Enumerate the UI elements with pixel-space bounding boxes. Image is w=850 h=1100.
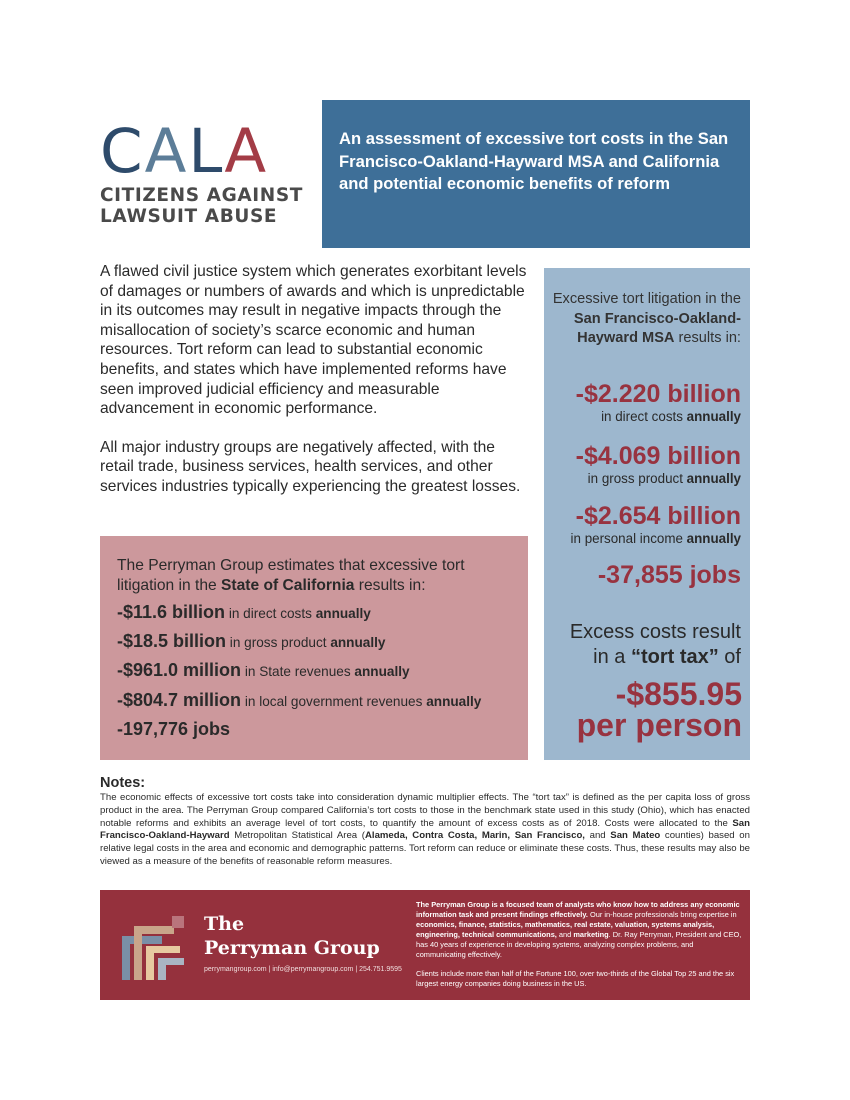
per-person-value: -$855.95 [615,676,742,712]
brand-line-2: Perryman Group [204,937,380,959]
state-stat-qualifier: annually [426,693,482,709]
state-stat-qualifier: annually [315,606,371,621]
msa-stat-value: -37,855 jobs [597,561,741,589]
state-stat-desc: in State revenues [241,664,355,680]
logo-line-2: LAWSUIT ABUSE [100,206,278,227]
state-stat-desc: in gross product [226,635,331,651]
intro-paragraph-1: A flawed civil justice system which generates exorbitant levels of damages or numbers of awards and which is unpredictable in its outcomes may result in negative impacts through the misallocation of society’s scarce economic and human resources. Tort reform can lead to substantial economic benefits, and states which have implemented reforms have seen improved judicial efficiency and measurable advancement in economic performance. [100,263,527,418]
notes-text: counties) based on relative legal costs in the area and economic and demographic patterns. Tort reform can reduce or eliminate these costs. Thus, these results may also be viewed as a measure of the benefits of reasonable reform measures. [100,830,750,867]
msa-stat [576,442,741,487]
msa-intro-bold: San Francisco-Oakland-Hayward MSA [573,310,741,346]
state-stat-value: -$18.5 billion [117,631,227,652]
msa-stat-value: -$4.069 billion [575,442,741,470]
state-stat-value: -$961.0 million [117,660,242,681]
state-stat-row [117,690,527,719]
state-lead-bold: State of California [221,577,355,594]
logo-letter-a1: A [144,116,189,187]
notes-bold: San Mateo [610,830,661,842]
perryman-logo-icon [120,914,188,982]
state-stat-qualifier: annually [354,664,410,680]
state-results-box [100,536,528,760]
state-stat-value: -$804.7 million [117,689,242,710]
desc-bold: economics, finance, statistics, mathematics, real estate, valuation, systems analysis, engineering, technical communications, [416,920,715,939]
state-stat-row [117,660,527,689]
desc-text: . Dr. Ray Perryman, President and CEO, has 40 years of experience in developing systems, analyzing complex problems, and communicating effectively. [416,930,742,959]
notes-bold: San Francisco-Oakland-Hayward [100,817,750,842]
contact-info: perrymangroup.com | info@perrymangroup.com | 254.751.9595 [204,966,402,973]
header-title: An assessment of excessive tort costs in the San Francisco-Oakland-Hayward MSA and California and potential economic benefits of reform [339,129,729,193]
tort-tax-text [570,620,741,670]
state-lead-post: results in: [354,577,426,594]
description-paragraph [416,900,742,960]
notes-text: and [584,830,611,842]
msa-intro-post: results in: [674,330,741,346]
msa-stat [576,380,741,425]
logo-line-1: CITIZENS AGAINST [100,185,303,206]
intro-paragraph-2: All major industry groups are negatively affected, with the retail trade, business services, health services, and other services industries typically experiencing the greatest losses. [100,438,521,495]
logo-letter-l: L [188,116,225,187]
msa-stat-value: -$2.220 billion [575,380,741,408]
msa-stat-qualifier: annually [686,409,741,424]
cala-logo [100,116,310,232]
msa-stat-desc: in gross product [587,471,687,486]
notes-title: Notes: [100,775,146,791]
state-stat-desc: in local government revenues [241,693,427,709]
state-stats [117,602,527,748]
state-stat-value: -$11.6 billion [117,602,226,622]
state-stat-row [117,602,527,631]
msa-stat-qualifier: annually [686,471,741,486]
perryman-brand [204,912,380,960]
tort-tax-pre: in a [593,646,631,668]
perryman-footer [100,890,750,1000]
logo-letter-c: C [100,116,145,187]
msa-stat-desc: in direct costs [601,409,687,424]
desc-bold: The Perryman Group is a focused team of analysts who know how to address any economic information task and present findings effectively. [416,900,740,919]
state-lead-pre: The Perryman Group estimates that excessive tort litigation in the [117,557,465,594]
notes-bold: Alameda, Contra Costa, Marin, San Francisco, [364,830,585,842]
notes-body [100,792,750,869]
notes-text: Metropolitan Statistical Area ( [229,830,365,842]
logo-letter-a2: A [224,116,269,187]
msa-stat-qualifier: annually [686,531,741,546]
brand-line-1: The [204,913,245,935]
state-stat-row [117,719,527,748]
msa-results-box [544,268,750,760]
header-box [322,100,750,248]
desc-bold: marketing [573,930,609,939]
tort-tax-bold: “tort tax” [630,646,719,668]
notes-text: The economic effects of excessive tort costs take into consideration dynamic multiplier effects. The “tort tax” is defined as the per capita loss of gross product in the area. The Perryman Group compared California’s tort costs to those in the benchmark state used in this study (Ohio), which has enacted notable reforms and exhibits an average level of tort costs, to quantify the amount of excess costs as of 2018. Costs were allocated to the [100,792,750,829]
state-lead [117,556,517,596]
cala-wordmark [100,116,310,187]
state-stat-value: -197,776 jobs [117,718,231,739]
logo-subtitle [100,185,310,227]
msa-stat-value: -$2.654 billion [575,502,741,530]
clients-paragraph: Clients include more than half of the Fortune 100, over two-thirds of the Global Top 25 and the six largest energy companies doing business in the US. [416,969,735,988]
msa-intro-pre: Excessive tort litigation in the [552,291,741,307]
notes-section [100,775,750,869]
tort-tax-line-1: Excess costs result [569,621,741,643]
state-stat-desc: in direct costs [225,606,316,621]
msa-intro [541,290,741,349]
msa-stat [571,502,741,547]
intro-text [100,262,532,516]
state-stat-qualifier: annually [330,635,386,651]
per-person-label: per person [576,707,742,743]
desc-text: and [556,930,574,939]
state-stat-row [117,631,527,660]
msa-stat-desc: in personal income [570,531,687,546]
desc-text: Our in-house professionals bring expertise in [587,910,737,919]
msa-stat-jobs [598,561,741,589]
tort-tax-post: of [718,646,741,668]
perryman-description [416,900,742,998]
